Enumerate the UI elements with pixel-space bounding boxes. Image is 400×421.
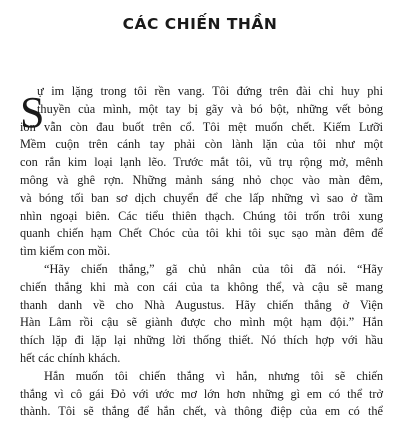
paragraph-2-line: chiến thắng khi mà con cái của ta không thể, và cậu sẽ mang: [20, 279, 383, 294]
drop-cap: S: [20, 88, 45, 137]
paragraph-1-line: và bóng tối ban sơ dịch chuyển để che lấp những vì sao ở tầm: [20, 190, 383, 205]
paragraph-1-line: Mềm cuộn trên cánh tay phải còn lành lặn của tôi như một: [20, 137, 383, 152]
paragraph-1-line: ion vẫn còn đau buốt trên cổ. Tôi mệt muốn chết. Kiếm Lưỡi: [20, 119, 383, 134]
paragraph-1-line: con rắn kim loại lạnh lẽo. Trước mắt tôi, vũ trụ rộng mở, mênh: [20, 155, 383, 170]
paragraph-1-line: mông và ghê rợn. Những mảnh sáng nhỏ chọc vào màn đêm,: [20, 172, 383, 187]
paragraph-2-line: “Hãy chiến thắng,” gã chủ nhân của tôi đã nói. “Hãy: [44, 261, 383, 276]
paragraph-1-line: ự im lặng trong tôi rền vang. Tôi đứng trên đài chỉ huy phi: [37, 84, 383, 98]
paragraph-3-line: Hắn muốn tôi chiến thắng vì hắn, nhưng tôi sẽ chiến: [44, 368, 383, 383]
chapter-title: CÁC CHIẾN THẦN: [122, 15, 278, 33]
paragraph-2-line: Hàn Lâm rồi cậu sẽ giành được cho mình một hạm đội.” Hắn: [20, 315, 383, 330]
paragraph-2-line: thanh danh về cho Nhà Augustus. Hãy chiến thắng ở Viện: [20, 297, 383, 312]
paragraph-1-line: tìm kiếm con mồi.: [20, 244, 111, 259]
body-text: [20, 83, 383, 421]
paragraph-1-line: nhìn ngoại biên. Các tiểu thiên thạch. Chúng tôi trốn trôi xung: [20, 208, 383, 223]
paragraph-2-line: hết các chính khách.: [20, 350, 121, 365]
paragraph-1-line: quanh chiến hạm Chết Chóc của tôi khi tôi sục sạo màn đêm để: [20, 226, 383, 241]
paragraph-2-line: thích lặp đi lặp lại những lời thống thiết. Nó thích hợp với hầu: [20, 333, 383, 348]
paragraph-3-line: thắng vì cô gái Đỏ với ước mơ lớn hơn những gì em có thể trở: [20, 386, 383, 401]
paragraph-3-line: thành. Tôi sẽ thắng để hắn chết, và thông điệp của em có thể: [20, 404, 383, 419]
paragraph-1-line: thuyền của mình, một tay bị gãy và bó bột, những vết bỏng: [37, 101, 383, 116]
